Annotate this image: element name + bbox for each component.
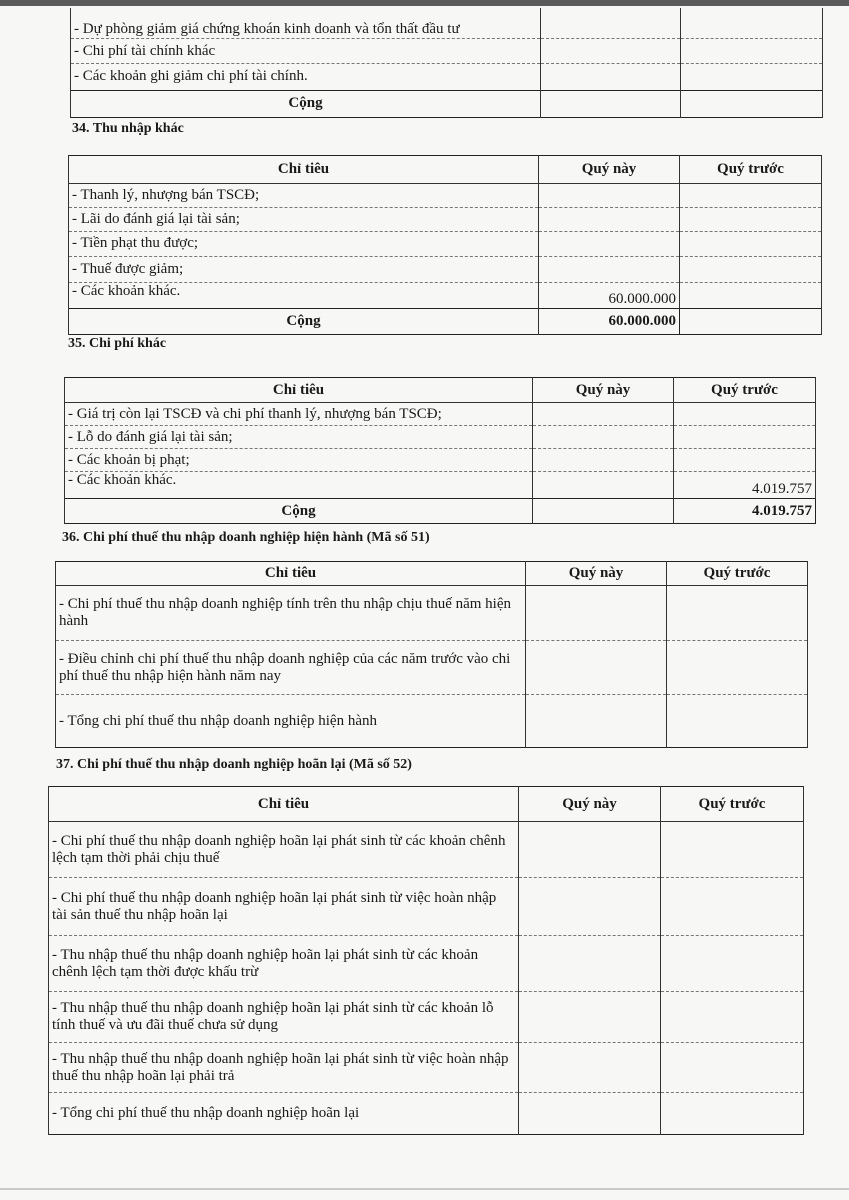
cell-this-quarter: 60.000.000 xyxy=(539,282,680,308)
row-label: - Lỗ do đánh giá lại tài sản; xyxy=(65,426,533,449)
cell-this-quarter xyxy=(526,641,667,695)
other-income-table xyxy=(68,155,822,335)
table-row xyxy=(71,8,823,38)
cell-this-quarter xyxy=(526,586,667,641)
row-label: - Các khoản khác. xyxy=(69,282,539,308)
cell-this-quarter xyxy=(541,38,681,63)
table-row xyxy=(49,822,804,878)
section-37-title: 37. Chi phí thuế thu nhập doanh nghiệp hoãn lại (Mã số 52) xyxy=(56,757,412,772)
col-prev-quarter-header: Quý trước xyxy=(667,562,808,586)
row-label: - Tiền phạt thu được; xyxy=(69,232,539,256)
cell-prev-quarter xyxy=(661,936,804,992)
table-row xyxy=(49,992,804,1043)
table-row xyxy=(65,403,816,426)
table-row xyxy=(65,472,816,499)
cell-this-quarter xyxy=(541,8,681,38)
row-label: - Chi phí tài chính khác xyxy=(71,38,541,63)
cell-prev-quarter xyxy=(681,8,823,38)
financial-expense-table xyxy=(70,8,823,118)
row-label: - Các khoản ghi giảm chi phí tài chính. xyxy=(71,64,541,90)
col-prev-quarter-header: Quý trước xyxy=(680,156,822,184)
table-header xyxy=(56,562,808,586)
cell-prev-quarter xyxy=(667,641,808,695)
row-label: - Thu nhập thuế thu nhập doanh nghiệp hoãn lại phát sinh từ việc hoàn nhập thuế thu nhập hoãn lại phải trả xyxy=(49,1043,519,1093)
table-row xyxy=(69,184,822,208)
row-label: - Các khoản khác. xyxy=(65,472,533,499)
cell-this-quarter xyxy=(533,449,674,472)
table-header xyxy=(65,378,816,403)
total-this-quarter xyxy=(533,499,674,524)
cell-this-quarter xyxy=(539,208,680,232)
cell-prev-quarter xyxy=(681,64,823,90)
cell-this-quarter xyxy=(519,992,661,1043)
cell-this-quarter xyxy=(533,472,674,499)
col-indicator-header: Chỉ tiêu xyxy=(69,156,539,184)
col-this-quarter-header: Quý này xyxy=(519,787,661,822)
section-34-title: 34. Thu nhập khác xyxy=(72,121,184,136)
table-row xyxy=(49,1093,804,1135)
cell-prev-quarter xyxy=(661,1043,804,1093)
cell-this-quarter xyxy=(539,184,680,208)
table-row xyxy=(56,641,808,695)
cell-prev-quarter xyxy=(680,282,822,308)
cell-prev-quarter xyxy=(681,90,823,117)
cell-this-quarter xyxy=(541,90,681,117)
row-label: - Các khoản bị phạt; xyxy=(65,449,533,472)
col-prev-quarter-header: Quý trước xyxy=(674,378,816,403)
cell-prev-quarter xyxy=(680,232,822,256)
row-label: - Lãi do đánh giá lại tài sản; xyxy=(69,208,539,232)
col-prev-quarter-header: Quý trước xyxy=(661,787,804,822)
cell-this-quarter xyxy=(519,1043,661,1093)
row-label: - Chi phí thuế thu nhập doanh nghiệp hoãn lại phát sinh từ việc hoàn nhập tài sản thuế thu nhập hoãn lại xyxy=(49,878,519,936)
table-row xyxy=(71,64,823,90)
row-label: - Tổng chi phí thuế thu nhập doanh nghiệp hiện hành xyxy=(56,695,526,748)
other-expenses-table xyxy=(64,377,816,524)
table-row xyxy=(65,426,816,449)
cell-prev-quarter xyxy=(661,1093,804,1135)
cell-prev-quarter xyxy=(661,992,804,1043)
cell-this-quarter xyxy=(533,426,674,449)
row-label: - Dự phòng giảm giá chứng khoán kinh doanh và tổn thất đầu tư xyxy=(71,8,541,38)
cell-this-quarter xyxy=(539,232,680,256)
table-header xyxy=(69,156,822,184)
table-row xyxy=(69,232,822,256)
table-row xyxy=(71,38,823,63)
col-this-quarter-header: Quý này xyxy=(526,562,667,586)
table-row xyxy=(56,586,808,641)
total-prev-quarter xyxy=(680,308,822,334)
total-prev-quarter: 4.019.757 xyxy=(674,499,816,524)
row-label: - Tổng chi phí thuế thu nhập doanh nghiệp hoãn lại xyxy=(49,1093,519,1135)
total-row xyxy=(65,499,816,524)
total-label: Cộng xyxy=(71,90,541,117)
cell-prev-quarter: 4.019.757 xyxy=(674,472,816,499)
row-label: - Chi phí thuế thu nhập doanh nghiệp tính trên thu nhập chịu thuế năm hiện hành xyxy=(56,586,526,641)
row-label: - Điều chỉnh chi phí thuế thu nhập doanh nghiệp của các năm trước vào chi phí thuế thu nhập hiện hành năm nay xyxy=(56,641,526,695)
row-label: - Thanh lý, nhượng bán TSCĐ; xyxy=(69,184,539,208)
current-cit-expense-table xyxy=(55,561,808,748)
table-row xyxy=(69,282,822,308)
cell-this-quarter xyxy=(519,936,661,992)
col-indicator-header: Chỉ tiêu xyxy=(56,562,526,586)
row-label: - Thu nhập thuế thu nhập doanh nghiệp hoãn lại phát sinh từ các khoản chênh lệch tạm thời được khấu trừ xyxy=(49,936,519,992)
cell-prev-quarter xyxy=(680,256,822,282)
total-row xyxy=(69,308,822,334)
row-label: - Thu nhập thuế thu nhập doanh nghiệp hoãn lại phát sinh từ các khoản lỗ tính thuế và ưu đãi thuế chưa sử dụng xyxy=(49,992,519,1043)
cell-prev-quarter xyxy=(680,184,822,208)
total-label: Cộng xyxy=(65,499,533,524)
cell-prev-quarter xyxy=(674,426,816,449)
col-indicator-header: Chỉ tiêu xyxy=(65,378,533,403)
total-this-quarter: 60.000.000 xyxy=(539,308,680,334)
col-this-quarter-header: Quý này xyxy=(533,378,674,403)
cell-prev-quarter xyxy=(674,403,816,426)
col-this-quarter-header: Quý này xyxy=(539,156,680,184)
deferred-cit-expense-table xyxy=(48,786,804,1135)
table-row xyxy=(49,1043,804,1093)
cell-this-quarter xyxy=(519,878,661,936)
cell-this-quarter xyxy=(519,822,661,878)
row-label: - Thuế được giảm; xyxy=(69,256,539,282)
table-row xyxy=(65,449,816,472)
cell-this-quarter xyxy=(526,695,667,748)
table-row xyxy=(49,878,804,936)
cell-this-quarter xyxy=(539,256,680,282)
table-row xyxy=(69,256,822,282)
table-row xyxy=(56,695,808,748)
table-row xyxy=(69,208,822,232)
cell-this-quarter xyxy=(533,403,674,426)
cell-prev-quarter xyxy=(661,822,804,878)
scan-bottom-edge xyxy=(0,1188,849,1190)
cell-prev-quarter xyxy=(667,586,808,641)
table-header xyxy=(49,787,804,822)
col-indicator-header: Chỉ tiêu xyxy=(49,787,519,822)
cell-prev-quarter xyxy=(680,208,822,232)
section-35-title: 35. Chi phí khác xyxy=(68,336,167,351)
total-label: Cộng xyxy=(69,308,539,334)
table-row xyxy=(49,936,804,992)
cell-prev-quarter xyxy=(661,878,804,936)
cell-this-quarter xyxy=(519,1093,661,1135)
total-row xyxy=(71,90,823,117)
scan-top-edge xyxy=(0,0,849,6)
cell-this-quarter xyxy=(541,64,681,90)
section-36-title: 36. Chi phí thuế thu nhập doanh nghiệp hiện hành (Mã số 51) xyxy=(62,530,430,545)
cell-prev-quarter xyxy=(674,449,816,472)
row-label: - Giá trị còn lại TSCĐ và chi phí thanh lý, nhượng bán TSCĐ; xyxy=(65,403,533,426)
cell-prev-quarter xyxy=(667,695,808,748)
cell-prev-quarter xyxy=(681,38,823,63)
row-label: - Chi phí thuế thu nhập doanh nghiệp hoãn lại phát sinh từ các khoản chênh lệch tạm thời phải chịu thuế xyxy=(49,822,519,878)
